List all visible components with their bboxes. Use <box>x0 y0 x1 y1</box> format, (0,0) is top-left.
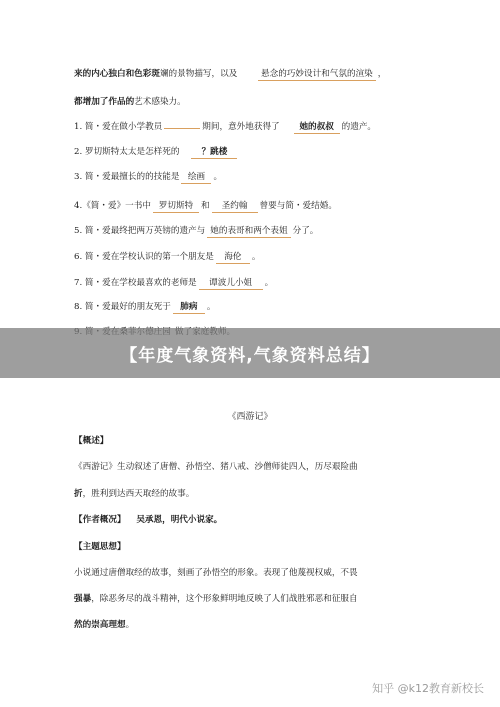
theme-line-2 <box>74 593 358 605</box>
q8-post: 。 <box>206 302 216 312</box>
q6-fill: 海伦 <box>216 251 250 264</box>
xiyouji-title: 《西游记》 <box>227 412 273 422</box>
q6-pre: 6. 简・爱在学校认识的第一个朋友是 <box>74 252 214 262</box>
section-author <box>74 514 222 526</box>
author-head: 【作者概况】 <box>74 515 126 525</box>
section-theme-head: 【主题思想】 <box>74 542 126 552</box>
question-4 <box>74 200 337 213</box>
q4-fill2: 圣约翰 <box>212 200 258 213</box>
question-6 <box>74 251 260 264</box>
q4-fill: 罗切斯特 <box>153 200 199 213</box>
q5-post: 分了。 <box>292 226 319 236</box>
theme2-text: ，除恶务尽的战斗精神，这个形象鲜明地反映了人们战胜邪恶和征服自 <box>91 594 358 604</box>
section-overview-head: 【概述】 <box>74 436 109 446</box>
question-3 <box>74 171 222 184</box>
q1-mid: 期间，意外地获得了 <box>202 122 280 132</box>
question-1 <box>74 121 376 134</box>
question-7 <box>74 277 273 290</box>
author-text: 吴承恩，明代小说家。 <box>136 515 223 525</box>
banner-title: 【年度气象资料,气象资料总结】 <box>120 345 380 366</box>
question-2 <box>74 146 239 159</box>
theme3-bold: 然的崇高理想 <box>74 620 126 630</box>
q1-fill <box>164 128 200 129</box>
q6-post: 。 <box>251 252 261 262</box>
q4-post: 曾要与简・爱结婚。 <box>259 201 337 211</box>
q3-fill: 绘画 <box>181 171 211 184</box>
watermark: 知乎 @k12教育新校长 <box>372 682 484 695</box>
intro-bold: 来的内心独白和色彩斑 <box>74 69 160 79</box>
intro2-bold: 都增加了作品的 <box>74 97 135 107</box>
q7-fill: 谭波儿小姐 <box>199 277 263 290</box>
q8-fill: 肺病 <box>173 301 205 314</box>
intro-line-2 <box>74 96 186 108</box>
overview-bold: 折 <box>74 489 83 499</box>
theme-line-1: 小说通过唐僧取经的故事，刻画了孙悟空的形象。表现了他蔑视权威，不畏 <box>74 568 358 578</box>
q5-fill: 她的表哥和两个表姐 <box>207 225 290 238</box>
overview-text: ，胜利到达西天取经的故事。 <box>82 489 195 499</box>
question-5 <box>74 225 318 238</box>
intro-text: 斓的景物描写，以及 <box>159 69 238 79</box>
q1-fill2: 她的叔叔 <box>294 121 340 134</box>
intro2-text: 艺术感染力。 <box>134 97 186 107</box>
q5-pre: 5. 简・爱最终把两万英镑的遗产与 <box>74 226 206 236</box>
overview-line-2 <box>74 488 194 500</box>
theme-line-3 <box>74 619 134 631</box>
intro-line-1 <box>74 68 386 81</box>
intro-fill: 悬念的巧妙设计和气氛的渲染 <box>258 68 376 81</box>
q4-mid: 和 <box>200 201 210 211</box>
q3-post: 。 <box>213 172 223 182</box>
q2-pre: 2. 罗切斯特太太是怎样死的 <box>74 147 180 157</box>
q3-pre: 3. 简・爱最擅长的的技能是 <box>74 172 180 182</box>
theme3-text: 。 <box>125 620 135 630</box>
overview-line-1: 《西游记》生动叙述了唐僧、孙悟空、猪八戒、沙僧师徒四人，历尽艰险曲 <box>74 462 358 472</box>
q4-pre: 4.《简・爱》一书中 <box>74 201 151 211</box>
q1-post: 的遗产。 <box>341 122 377 132</box>
theme2-bold: 强暴 <box>74 594 92 604</box>
q1-pre: 1. 简・爱在做小学教员 <box>74 122 163 132</box>
q7-post: 。 <box>264 278 274 288</box>
q7-pre: 7. 简・爱在学校最喜欢的老师是 <box>74 278 197 288</box>
q8-pre: 8. 简・爱最好的朋友死于 <box>74 302 171 312</box>
question-8 <box>74 301 215 314</box>
intro-end: ， <box>377 69 387 79</box>
q2-fill: ？跳楼 <box>191 146 237 159</box>
title-banner <box>0 328 500 378</box>
